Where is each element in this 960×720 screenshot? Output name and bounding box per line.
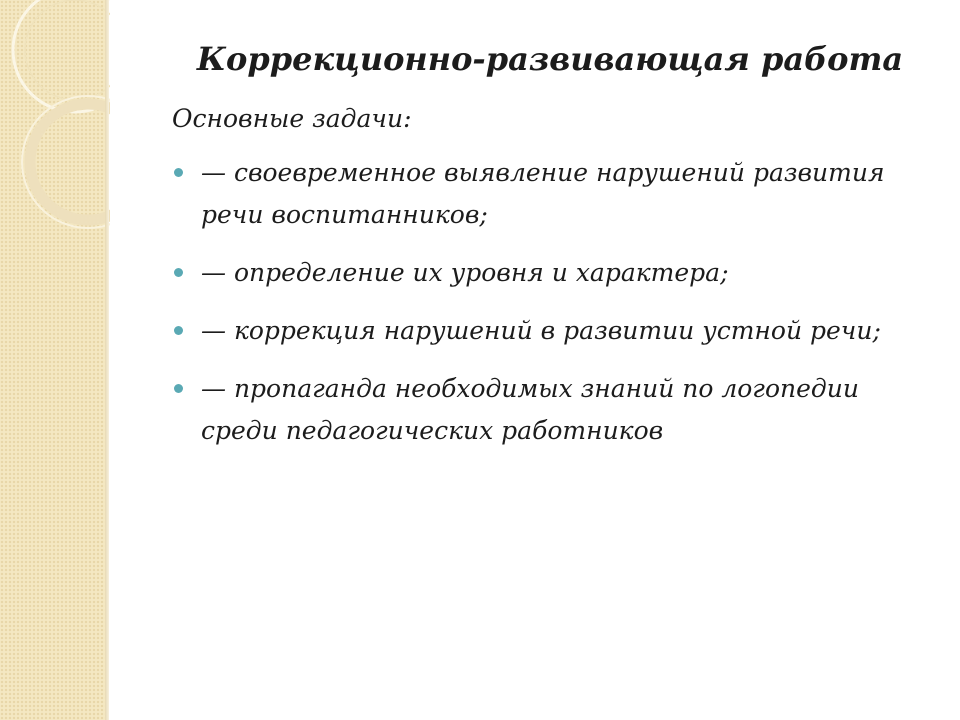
slide-subheading: Основные задачи: xyxy=(172,104,412,133)
bullet-icon xyxy=(174,326,183,335)
bullet-icon xyxy=(174,268,183,277)
task-text: — своевременное выявление нарушений развития речи воспитанников; xyxy=(201,158,885,229)
bullet-icon xyxy=(174,384,183,393)
list-item xyxy=(172,368,932,452)
decorative-divider xyxy=(105,0,109,720)
task-text: — определение их уровня и характера; xyxy=(201,258,729,287)
list-item xyxy=(172,252,932,294)
task-list xyxy=(172,152,932,468)
list-item xyxy=(172,310,932,352)
slide-title: Коррекционно-развивающая работа xyxy=(196,40,904,78)
task-text: — коррекция нарушений в развитии устной речи; xyxy=(201,316,881,345)
bullet-icon xyxy=(174,168,183,177)
task-text: — пропаганда необходимых знаний по логопедии среди педагогических работников xyxy=(201,374,859,445)
decorative-rings-icon xyxy=(0,0,110,260)
list-item xyxy=(172,152,932,236)
